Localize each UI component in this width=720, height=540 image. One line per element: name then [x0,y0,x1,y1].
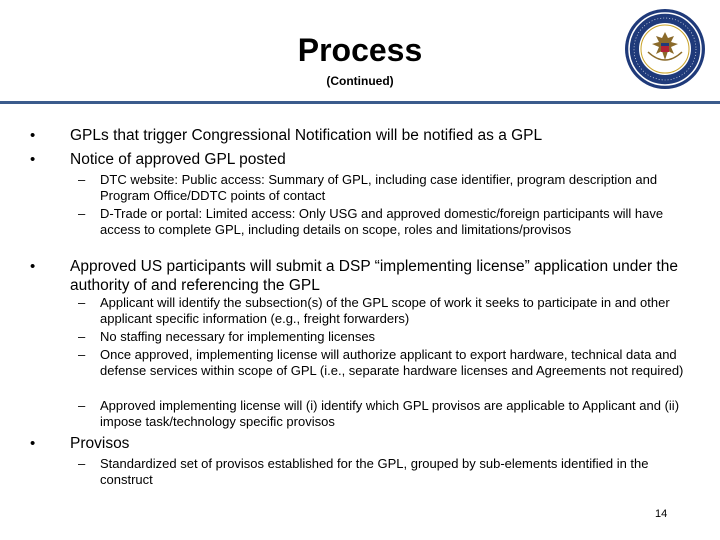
sub-bullet-item [78,456,685,487]
sub-bullet-item [78,172,685,203]
sub-bullet-marker: – [78,172,86,187]
sub-bullet-item [78,398,685,429]
slide-title: Process [297,32,423,68]
slide-subtitle: (Continued) [326,74,394,88]
bullet-item [30,257,690,295]
sub-bullet-marker: – [78,456,86,471]
sub-bullet-text: No staffing necessary for implementing licenses [100,329,376,344]
sub-bullet-text: D-Trade or portal: Limited access: Only USG and approved domestic/foreign participants will have access to complete GPL, including details on scope, roles and limitations/provisos [100,206,664,237]
sub-bullet-item [78,206,685,237]
sub-bullet-marker: – [78,295,86,310]
bullet-marker: • [30,435,36,452]
sub-bullet-marker: – [78,206,86,221]
sub-bullet-text: Standardized set of provisos established for the GPL, grouped by sub-elements identified in the construct [100,456,649,487]
bullet-marker: • [30,127,36,144]
bullet-marker: • [30,258,36,275]
sub-bullet-item [78,329,685,345]
sub-bullet-text: DTC website: Public access: Summary of GPL, including case identifier, program description and Program Office/DDTC points of contact [100,172,658,203]
title-divider [0,101,720,104]
sub-bullet-text: Once approved, implementing license will authorize applicant to export hardware, technical data and defense services within scope of GPL (i.e., separate hardware licenses and Agreements not required) [100,347,684,378]
bullet-text: Notice of approved GPL posted [70,151,286,168]
bullet-item [30,434,690,453]
sub-bullet-text: Applicant will identify the subsection(s) of the GPL scope of work it seeks to participate in and other applicant specific information (e.g., freight forwarders) [100,295,670,326]
sub-bullet-text: Approved implementing license will (i) identify which GPL provisos are applicable to Applicant and (ii) impose task/technology specific provisos [100,398,680,429]
sub-bullet-marker: – [78,398,86,413]
bullet-text: Approved US participants will submit a DSP “implementing license” application under the authority of and referencing the GPL [70,258,678,294]
sub-bullet-item [78,347,685,378]
sub-bullet-item [78,295,685,326]
department-seal-icon [624,8,706,90]
bullet-text: GPLs that trigger Congressional Notification will be notified as a GPL [70,127,543,144]
bullet-item [30,150,690,169]
bullet-item [30,126,690,145]
bullet-marker: • [30,151,36,168]
page-number: 14 [655,508,668,520]
sub-bullet-marker: – [78,347,86,362]
bullet-text: Provisos [70,435,130,452]
sub-bullet-marker: – [78,329,86,344]
